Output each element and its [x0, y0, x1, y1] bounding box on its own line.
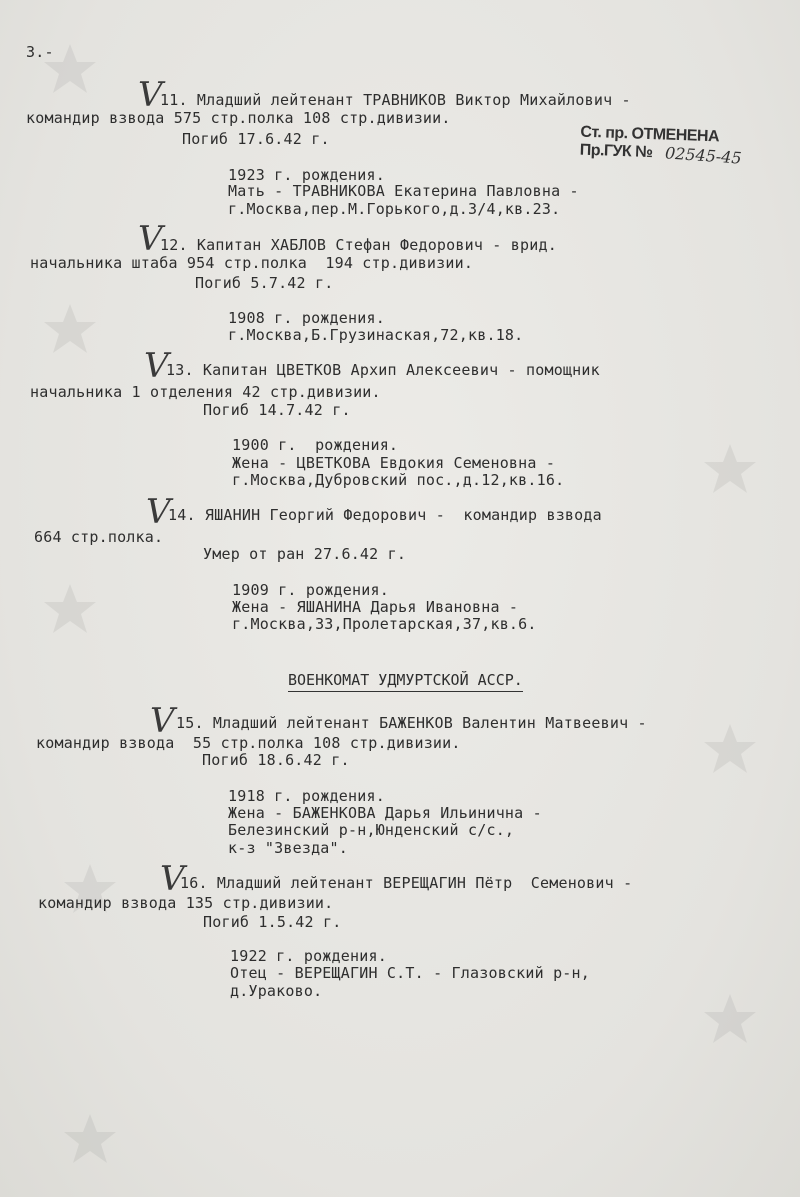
entry-line: Жена - ЯШАНИНА Дарья Ивановна -: [232, 598, 519, 616]
entry-line: Погиб 18.6.42 г.: [202, 751, 350, 769]
check-mark: V: [138, 75, 163, 115]
entry-line: 13. Капитан ЦВЕТКОВ Архип Алексеевич - помощник: [166, 361, 600, 379]
check-mark: V: [150, 701, 175, 741]
entry-line: 15. Младший лейтенант БАЖЕНКОВ Валентин Матвеевич -: [176, 714, 647, 732]
entry-line: Белезинский р-н,Юнденский с/с.,: [228, 821, 515, 839]
entry-line: 14. ЯШАНИН Георгий Федорович - командир взвода: [168, 506, 602, 524]
entry-line: Погиб 1.5.42 г.: [203, 913, 342, 931]
entry-line: 1918 г. рождения.: [228, 787, 385, 805]
entry-line: 1923 г. рождения.: [228, 166, 385, 184]
page-number: 3.-: [26, 43, 54, 61]
check-mark: V: [146, 492, 171, 532]
star-emblem-icon: [40, 580, 100, 640]
entry-line: Погиб 14.7.42 г.: [203, 401, 351, 419]
entry-line: Погиб 17.6.42 г.: [182, 130, 330, 148]
entry-line: г.Москва,пер.М.Горького,д.3/4,кв.23.: [228, 200, 561, 218]
entry-line: 1909 г. рождения.: [232, 581, 389, 599]
entry-line: г.Москва,Б.Грузинаская,72,кв.18.: [228, 326, 524, 344]
stamp-line-1: Ст. пр. ОТМЕНЕНА: [580, 123, 720, 146]
entry-line: 12. Капитан ХАБЛОВ Стефан Федорович - врид.: [160, 236, 557, 254]
entry-line: д.Ураково.: [230, 982, 323, 1000]
star-emblem-icon: [60, 1110, 120, 1170]
entry-line: Умер от ран 27.6.42 г.: [203, 545, 407, 563]
entry-line: Жена - БАЖЕНКОВА Дарья Ильинична -: [228, 804, 542, 822]
stamp-line-2: Пр.ГУК №: [579, 141, 653, 162]
entry-line: Мать - ТРАВНИКОВА Екатерина Павловна -: [228, 182, 579, 200]
check-mark: V: [138, 219, 163, 259]
entry-line: командир взвода 55 стр.полка 108 стр.дивизии.: [36, 734, 461, 752]
check-mark: V: [144, 346, 169, 386]
star-emblem-icon: [700, 440, 760, 500]
entry-line: к-з "Звезда".: [228, 839, 348, 857]
entry-line: начальника 1 отделения 42 стр.дивизии.: [30, 383, 381, 401]
entry-line: 11. Младший лейтенант ТРАВНИКОВ Виктор Михайлович -: [160, 91, 631, 109]
star-emblem-icon: [700, 990, 760, 1050]
entry-line: г.Москва,Дубровский пос.,д.12,кв.16.: [232, 471, 565, 489]
star-emblem-icon: [700, 720, 760, 780]
entry-line: Жена - ЦВЕТКОВА Евдокия Семеновна -: [232, 454, 556, 472]
star-emblem-icon: [40, 300, 100, 360]
entry-line: г.Москва,33,Пролетарская,37,кв.6.: [232, 615, 537, 633]
handwritten-order-number: 02545-45: [664, 143, 743, 168]
entry-line: 1908 г. рождения.: [228, 309, 385, 327]
entry-line: 1900 г. рождения.: [232, 436, 399, 454]
entry-line: 1922 г. рождения.: [230, 947, 387, 965]
entry-line: командир взвода 135 стр.дивизии.: [38, 894, 334, 912]
entry-line: Отец - ВЕРЕЩАГИН С.Т. - Глазовский р-н,: [230, 964, 590, 982]
entry-line: начальника штаба 954 стр.полка 194 стр.дивизии.: [30, 254, 474, 272]
check-mark: V: [160, 859, 185, 899]
entry-line: 16. Младший лейтенант ВЕРЕЩАГИН Пётр Семенович -: [180, 874, 633, 892]
section-heading: ВОЕНКОМАТ УДМУРТСКОЙ АССР.: [288, 672, 523, 692]
entry-line: 664 стр.полка.: [34, 528, 164, 546]
entry-line: Погиб 5.7.42 г.: [195, 274, 334, 292]
entry-line: командир взвода 575 стр.полка 108 стр.дивизии.: [26, 109, 451, 127]
